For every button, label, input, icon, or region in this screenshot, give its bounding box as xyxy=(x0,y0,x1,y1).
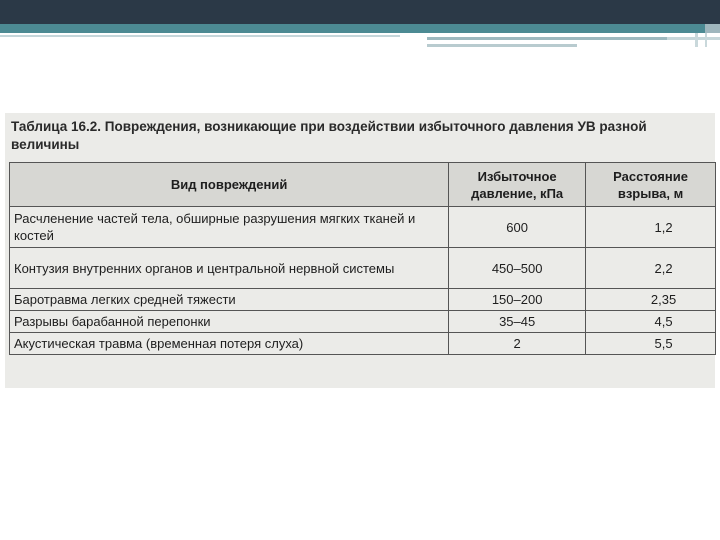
table-row xyxy=(10,311,716,333)
header-stripe xyxy=(705,33,707,47)
cell-distance: 1,2 xyxy=(586,207,716,248)
header-stripe xyxy=(427,44,577,47)
column-header-distance: Расстояние взрыва, м xyxy=(586,163,716,207)
cell-injury: Разрывы барабанной перепонки xyxy=(10,311,449,333)
cell-pressure: 600 xyxy=(449,207,586,248)
header-bar-end xyxy=(705,24,720,33)
cell-injury: Акустическая травма (временная потеря слуха) xyxy=(10,333,449,355)
scanned-table-image xyxy=(5,113,715,388)
cell-injury: Контузия внутренних органов и центральной нервной системы xyxy=(10,248,449,289)
cell-distance: 5,5 xyxy=(586,333,716,355)
header-stripe xyxy=(695,33,698,47)
table-header-row xyxy=(10,163,716,207)
cell-distance: 2,35 xyxy=(586,289,716,311)
cell-pressure: 450–500 xyxy=(449,248,586,289)
header-stripe xyxy=(667,37,720,40)
table-row xyxy=(10,289,716,311)
column-header-injury: Вид повреждений xyxy=(10,163,449,207)
table-caption: Таблица 16.2. Повреждения, возникающие при воздействии избыточного давления УВ разной величины xyxy=(11,119,647,152)
table-row xyxy=(10,248,716,289)
cell-injury: Расчленение частей тела, обширные разрушения мягких тканей и костей xyxy=(10,207,449,248)
cell-pressure: 2 xyxy=(449,333,586,355)
injury-table xyxy=(9,162,716,355)
cell-distance: 4,5 xyxy=(586,311,716,333)
header-bar-teal xyxy=(0,24,705,33)
header-stripe xyxy=(0,35,400,37)
cell-injury: Баротравма легких средней тяжести xyxy=(10,289,449,311)
table-row xyxy=(10,207,716,248)
cell-pressure: 150–200 xyxy=(449,289,586,311)
column-header-pressure: Избыточное давление, кПа xyxy=(449,163,586,207)
table-row xyxy=(10,333,716,355)
cell-distance: 2,2 xyxy=(586,248,716,289)
cell-pressure: 35–45 xyxy=(449,311,586,333)
header-stripe xyxy=(427,37,667,40)
header-bar-dark xyxy=(0,0,720,24)
